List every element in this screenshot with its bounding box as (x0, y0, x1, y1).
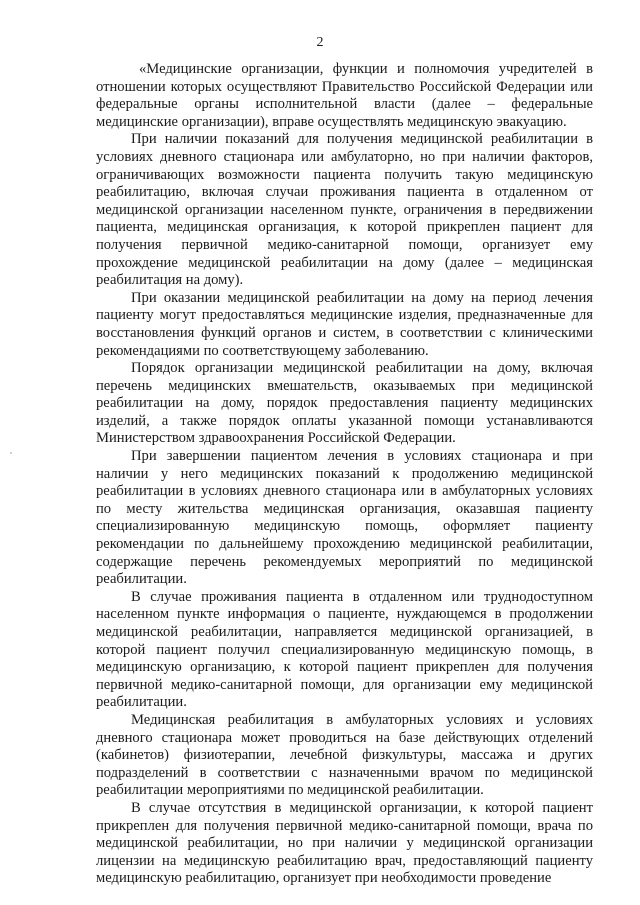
page-number: 2 (316, 35, 324, 50)
paragraph-outpatient-day-hospital-rehabilitation: Медицинская реабилитация в амбулаторных условиях и условиях дневного стационара может проводиться на базе действующих отделений (кабинетов) физиотерапии, лечебной физкультуры, массажа и других подразделений в соответствии с назначенными врачом по медицинской реабилитации мероприятиями по медицинской реабилитации. (96, 711, 593, 799)
paragraph-remote-settlement-information: В случае проживания пациента в отдаленном или труднодоступном населенном пункте информация о пациенте, нуждающемся в продолжении медицинской реабилитации, направляется медицинской организацией, в которой пациент получил специализированную медицинскую помощь, в медицинскую организацию, к которой пациент прикреплен для получения первичной медико-санитарной помощи, для организации ему медицинской реабилитации. (96, 588, 593, 711)
paragraph-home-rehabilitation-indications: При наличии показаний для получения медицинской реабилитации в условиях дневного стационара или амбулаторно, но при наличии факторов, ограничивающих возможности пациента получить такую медицинскую реабилитацию, включая случаи проживания пациента в отдаленном от медицинской организации населенном пункте, ограничения в передвижении пациента, медицинская организация, к которой прикреплен пациент для получения первичной медико-санитарной помощи, организует ему прохождение медицинской реабилитации на дому (далее – медицинская реабилитация на дому). (96, 131, 593, 289)
paragraph-discharge-recommendations: При завершении пациентом лечения в условиях стационара и при наличии у него медицинских показаний к продолжению медицинской реабилитации в условиях дневного стационара или в амбулаторных условиях по месту жительства медицинская организация, оказавшая пациенту специализированную медицинскую помощь, оформляет пациенту рекомендации по дальнейшему прохождению медицинской реабилитации, содержащие перечень рекомендуемых мероприятий по медицинской реабилитации. (96, 448, 593, 588)
scan-speck (10, 452, 12, 454)
paragraph-medical-devices-at-home: При оказании медицинской реабилитации на дому на период лечения пациенту могут предоставляться медицинские изделия, предназначенные для восстановления функций органов и систем, в соответствии с клиническими рекомендациями по соответствующему заболеванию. (96, 289, 593, 359)
document-body (96, 61, 593, 888)
paragraph-federal-medical-organizations: «Медицинские организации, функции и полномочия учредителей в отношении которых осуществляют Правительство Российской Федерации или федеральные органы исполнительной власти (далее – федеральные медицинские организации), вправе осуществлять медицинскую эвакуацию. (96, 61, 593, 130)
paragraph-home-rehabilitation-procedure: Порядок организации медицинской реабилитации на дому, включая перечень медицинских вмешательств, оказываемых при медицинской реабилитации на дому, порядок предоставления пациенту медицинских изделий, а также порядок оплаты указанной помощи устанавливаются Министерством здравоохранения Российской Федерации. (96, 360, 593, 447)
paragraph-absence-of-rehabilitation-doctor: В случае отсутствия в медицинской организации, к которой пациент прикреплен для получения первичной медико-санитарной помощи, врача по медицинской реабилитации, но при наличии у медицинской организации лицензии на медицинскую реабилитацию врач, предоставляющий пациенту медицинскую реабилитацию, организует при необходимости проведение (96, 799, 593, 887)
